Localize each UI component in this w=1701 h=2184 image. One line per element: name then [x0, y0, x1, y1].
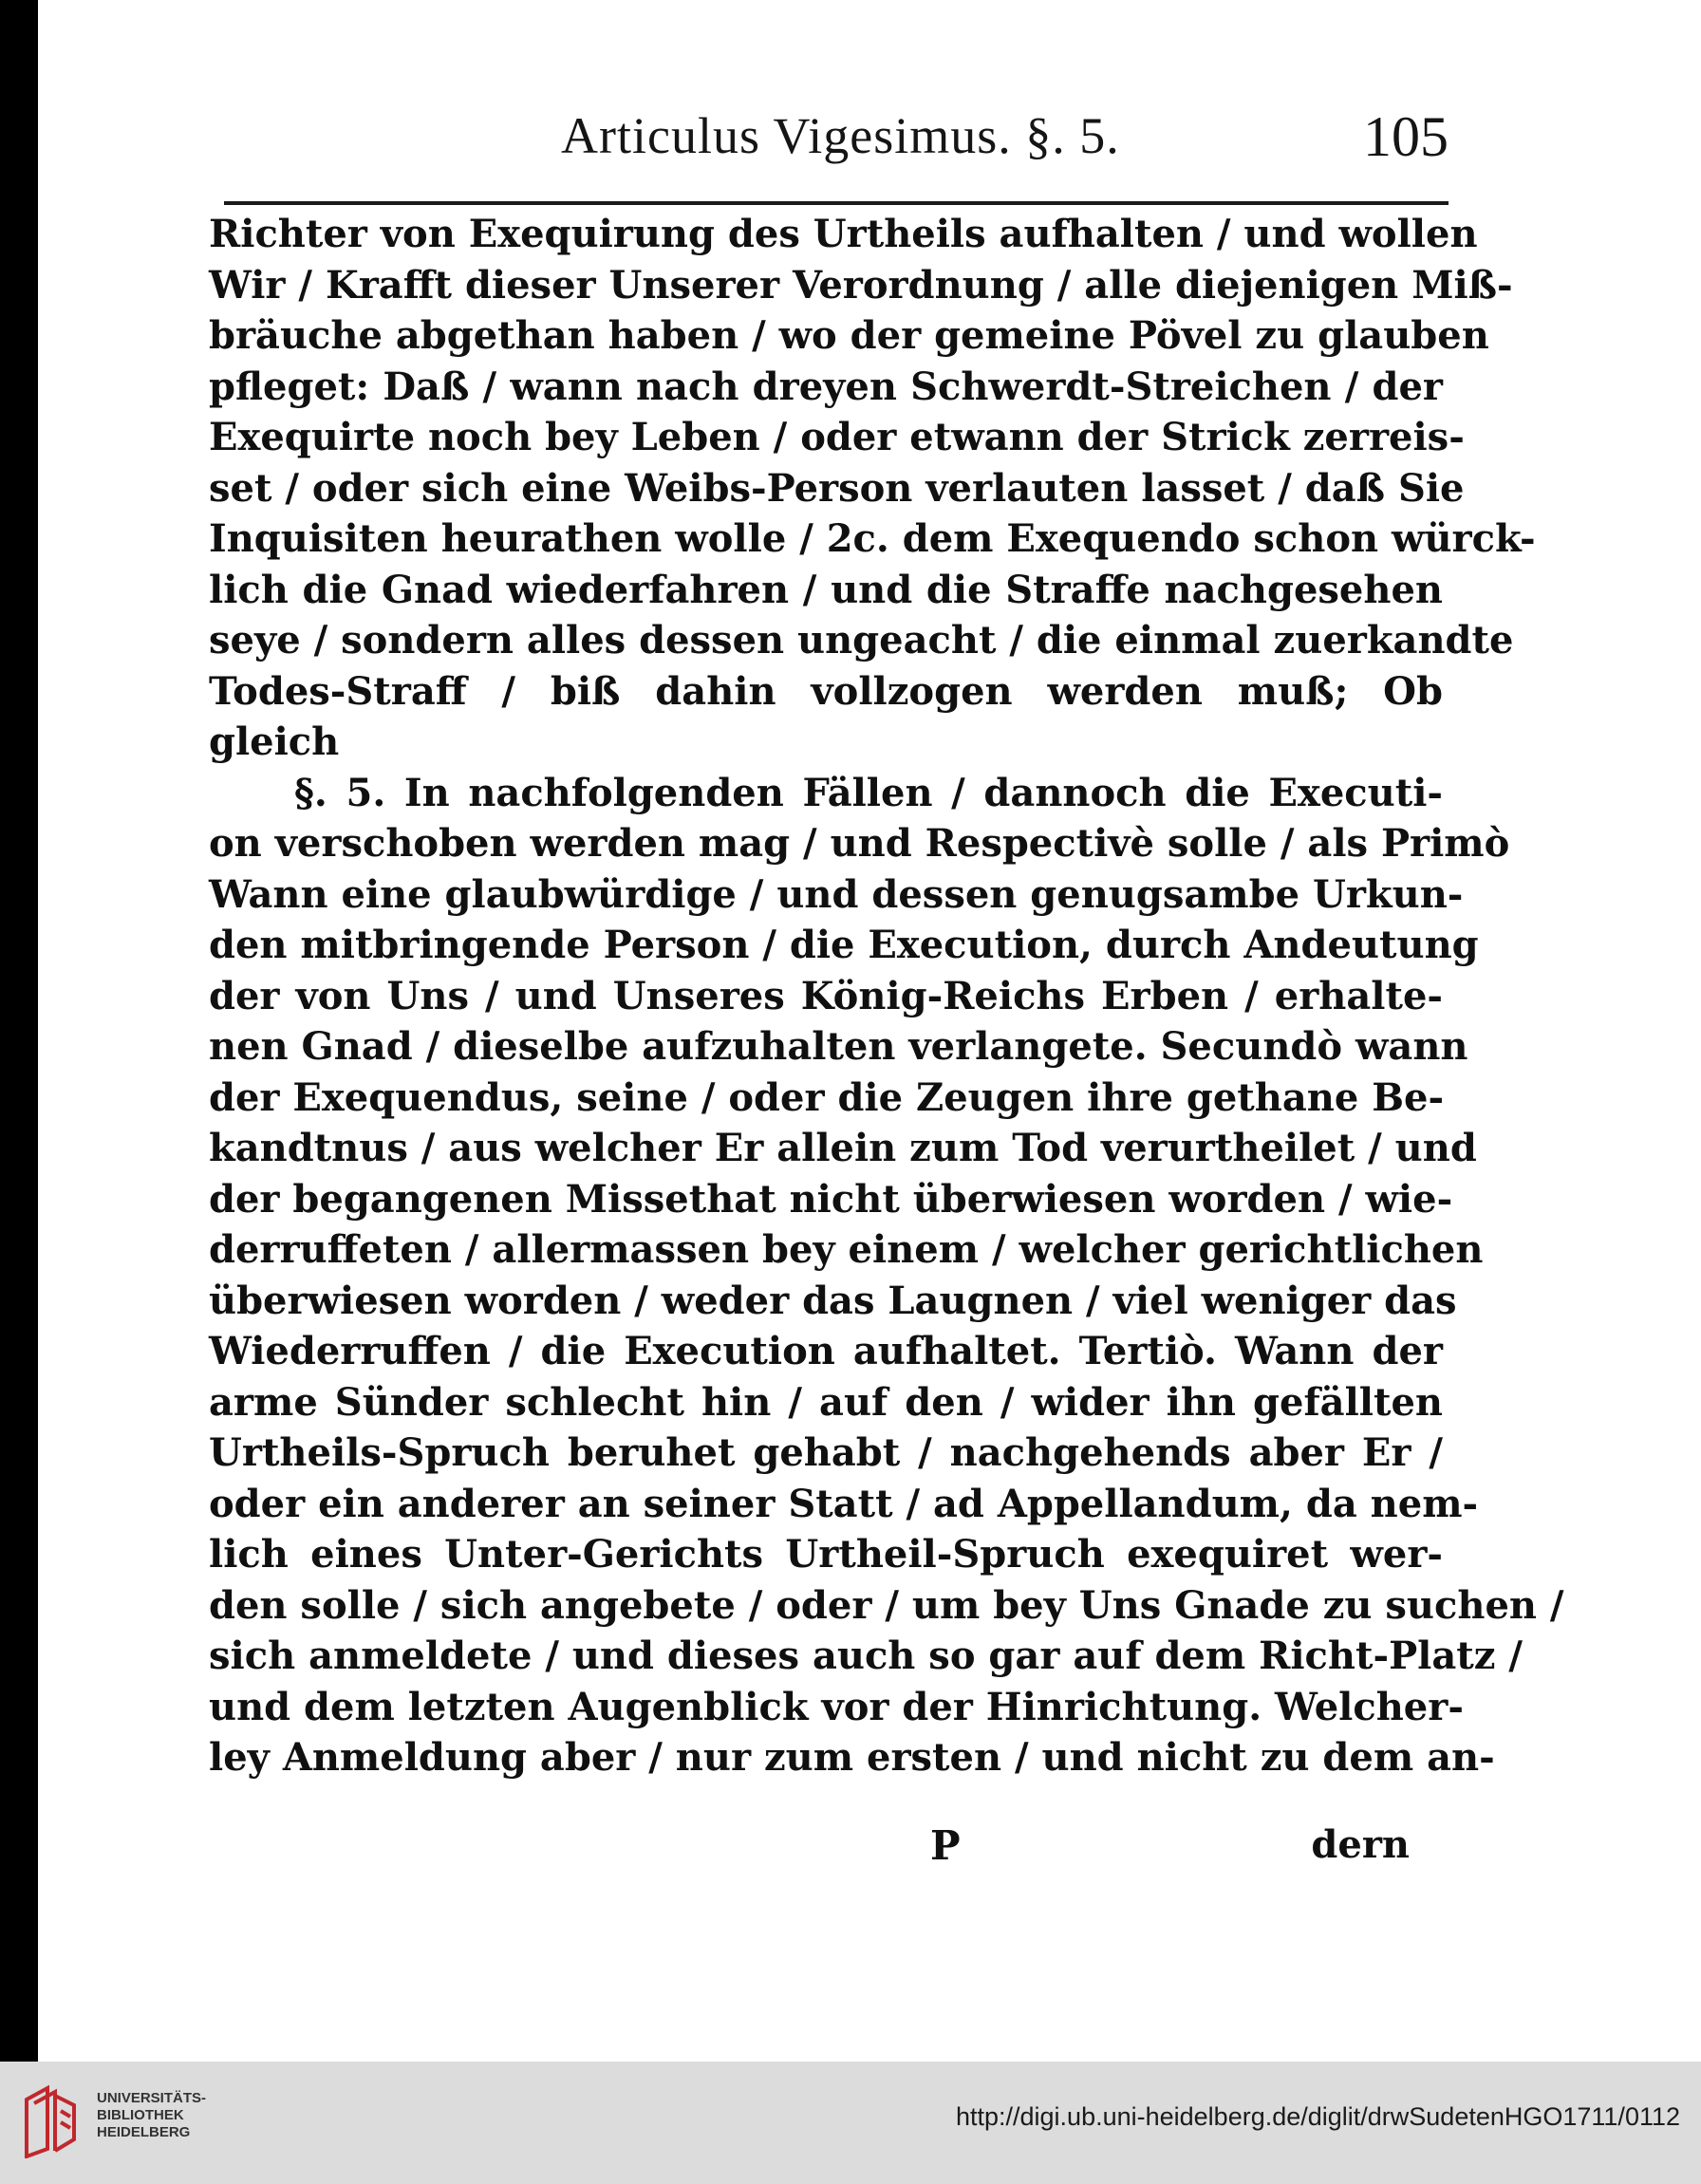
- header-rule: [224, 201, 1449, 205]
- text-line: der Exequendus, seine / oder die Zeugen ihre gethane Be-: [209, 1074, 1445, 1120]
- text-line: pfleget: Daß / wann nach dreyen Schwerdt-Streichen / der: [209, 364, 1443, 409]
- catchword: dern: [1311, 1822, 1410, 1867]
- running-head: Articulus Vigesimus. §. 5.: [561, 107, 1120, 164]
- source-url[interactable]: http://digi.ub.uni-heidelberg.de/diglit/drwSudetenHGO1711/0112: [955, 2102, 1680, 2131]
- text-line: nen Gnad / dieselbe aufzuhalten verlangete. Secundò wann: [209, 1024, 1468, 1069]
- library-name-line: BIBLIOTHEK: [97, 2107, 184, 2123]
- scan-left-border: [0, 0, 38, 2062]
- text-line: on verschoben werden mag / und Respectivè solle / als Primò: [209, 821, 1510, 866]
- text-line: gleich: [209, 719, 340, 764]
- text-line: Wann eine glaubwürdige / und dessen genugsambe Urkun-: [209, 871, 1464, 917]
- text-line: Wiederruffen / die Execution aufhaltet. Tertiò. Wann der: [209, 1329, 1443, 1373]
- text-line: Inquisiten heurathen wolle / 2c. dem Exequendo schon würck-: [209, 516, 1536, 561]
- text-line: überwiesen worden / weder das Laugnen / viel weniger das: [209, 1278, 1457, 1323]
- text-line: derruffeten / allermassen bey einem / welcher gerichtlichen: [209, 1227, 1484, 1272]
- text-line: Richter von Exequirung des Urtheils aufhalten / und wollen: [209, 212, 1478, 256]
- text-line: Exequirte noch bey Leben / oder etwann der Strick zerreis-: [209, 415, 1465, 459]
- library-name-line: HEIDELBERG: [97, 2124, 191, 2140]
- body-text: [209, 209, 1564, 1783]
- library-name: [97, 2090, 206, 2141]
- catchword-row: [209, 1822, 1410, 1879]
- text-line: arme Sünder schlecht hin / auf den / wider ihn gefällten: [209, 1379, 1443, 1425]
- text-line: set / oder sich eine Weibs-Person verlauten lasset / daß Sie: [209, 465, 1465, 511]
- text-line: den mitbringende Person / die Execution, durch Andeutung: [209, 923, 1479, 967]
- viewer-footer: [0, 2062, 1701, 2184]
- text-line: seye / sondern alles dessen ungeacht / die einmal zuerkandte: [209, 618, 1514, 663]
- paragraph-start-line: §. 5. In nachfolgenden Fällen / dannoch die Executi-: [294, 770, 1443, 815]
- text-line: oder ein anderer an seiner Statt / ad Appellandum, da nem-: [209, 1481, 1479, 1526]
- text-line: sich anmeldete / und dieses auch so gar auf dem Richt-Platz /: [209, 1633, 1523, 1678]
- text-line: und dem letzten Augenblick vor der Hinrichtung. Welcher-: [209, 1684, 1464, 1729]
- text-line: Wir / Krafft dieser Unserer Verordnung / alle diejenigen Miß-: [209, 262, 1513, 308]
- text-line: ley Anmeldung aber / nur zum ersten / und nicht zu dem an-: [209, 1735, 1495, 1780]
- text-line: Urtheils-Spruch beruhet gehabt / nachgehends aber Er /: [209, 1430, 1443, 1475]
- text-line: lich eines Unter-Gerichts Urtheil-Spruch exequiret wer-: [209, 1532, 1443, 1577]
- text-line: Todes-Straff / biß dahin vollzogen werden muß; Ob: [209, 668, 1443, 714]
- text-line: den solle / sich angebete / oder / um bey Uns Gnade zu suchen /: [209, 1582, 1564, 1628]
- text-line: lich die Gnad wiederfahren / und die Straffe nachgesehen: [209, 567, 1443, 612]
- library-name-line: UNIVERSITÄTS-: [97, 2090, 207, 2106]
- signature-mark: P: [930, 1822, 961, 1869]
- library-logo-icon: [19, 2082, 85, 2158]
- text-line: der von Uns / und Unseres König-Reichs Erben / erhalte-: [209, 973, 1443, 1018]
- text-line: bräuche abgethan haben / wo der gemeine Pövel zu glauben: [209, 313, 1489, 358]
- page-number: 105: [1363, 105, 1449, 168]
- text-line: kandtnus / aus welcher Er allein zum Tod verurtheilet / und: [209, 1126, 1477, 1170]
- page-header: [224, 95, 1449, 199]
- text-line: der begangenen Missethat nicht überwiesen worden / wie-: [209, 1176, 1453, 1222]
